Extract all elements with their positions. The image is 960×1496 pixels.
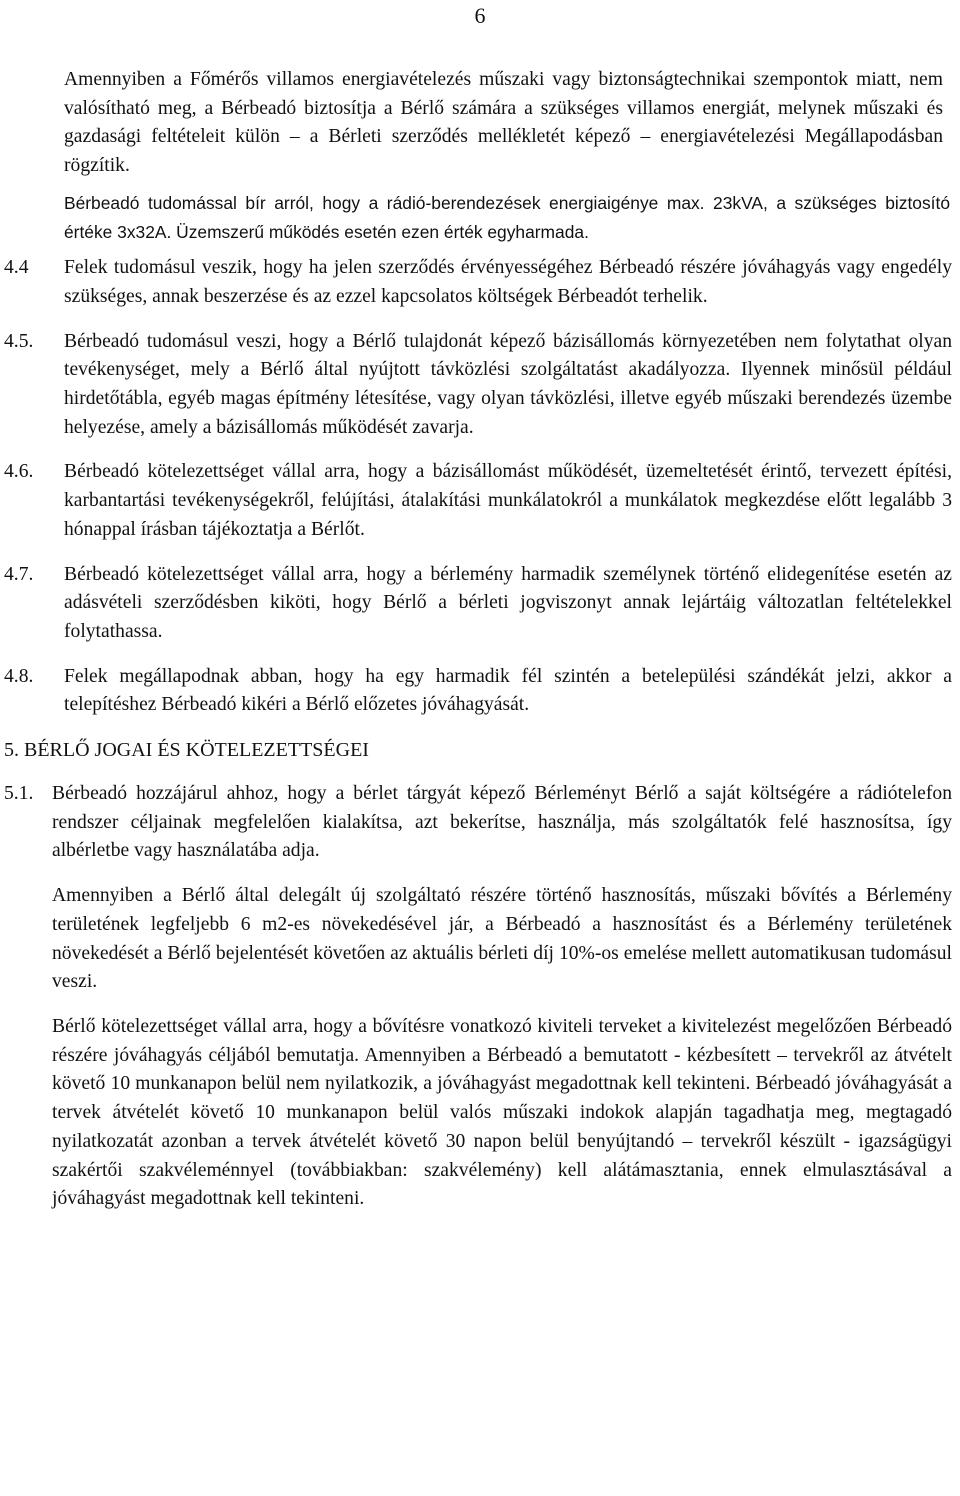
section-text: Bérbeadó hozzájárul ahhoz, hogy a bérlet tárgyát képező Bérleményt Bérlő a saját költségére a rádiótelefon rendszer céljainak megfelelően kialakítsa, azt bekerítse, használja, más szolgáltatók felé hasznosítsa, így albérletbe vagy használatába adja. (52, 783, 952, 862)
document-body (0, 66, 960, 1214)
section-4-4 (4, 254, 952, 311)
section-number: 4.6. (4, 461, 34, 483)
section-5-1-expansion-paragraph: Amennyiben a Bérlő által delegált új szolgáltató részére történő hasznosítás, műszaki bővítés a Bérlemény területének legfeljebb 6 m2-es növekedésével jár, a Bérbeadó a hasznosítást és a Bérlemény területének növekedését a Bérlő bejelentését követően az aktuális bérleti díj 10%-os emelése mellett automatikusan tudomásul veszi. (52, 885, 952, 993)
section-4-5 (4, 328, 952, 443)
section-text: Felek megállapodnak abban, hogy ha egy harmadik fél szintén a betelepülési szándékát jelzi, akkor a telepítéshez Bérbeadó kikéri a Bérlő előzetes jóváhagyását. (64, 665, 952, 716)
section-number: 4.5. (4, 330, 34, 352)
energy-note-paragraph: Bérbeadó tudomással bír arról, hogy a rádió-berendezések energiaigénye max. 23kVA, a szükséges biztosító értéke 3x32A. Üzemszerű működés esetén ezen érték egyharmada. (64, 192, 950, 242)
section-text: Bérbeadó kötelezettséget vállal arra, hogy a bázisállomást működését, üzemeltetését érintő, tervezett építési, karbantartási tevékenységekről, felújítási, átalakítási munkálatokról a munkálatok megkezdése előtt legalább 3 hónappal írásban tájékoztatja a Bérlőt. (64, 461, 952, 540)
page-number: 6 (474, 3, 486, 28)
section-number: 5.1. (4, 783, 34, 805)
section-5-1-approval-paragraph: Bérlő kötelezettséget vállal arra, hogy a bővítésre vonatkozó kiviteli terveket a kivitelezést megelőzően Bérbeadó részére jóváhagyás céljából bemutatja. Amennyiben a Bérbeadó a bemutatott - kézbesített – tervekről az átvételt követő 10 munkanapon belül nem nyilatkozik, a jóváhagyást megadottnak kell tekinteni. Bérbeadó jóváhagyását a tervek átvételét követő 10 munkanapon belül valós műszaki indokok alapján tagadhatja meg, megtagadó nyilatkozatát azonban a tervek átvételét követő 30 napon belül benyújtandó – tervekről készült - igazságügyi szakértői szakvéleménnyel (továbbiakban: szakvélemény) kell alátámasztania, ennek elmulasztásával a jóváhagyást megadottnak kell tekinteni. (52, 1015, 952, 1210)
section-number: 4.7. (4, 563, 34, 585)
section-4-7 (4, 561, 952, 647)
section-text: Bérbeadó tudomásul veszi, hogy a Bérlő tulajdonát képező bázisállomás környezetében nem folytathat olyan tevékenységet, mely a Bérlő által nyújtott távközlési szolgáltatást akadályozza. Ilyennek minősül például hirdetőtábla, egyéb magas építmény létesítése, vagy olyan távközlési, illetve egyéb műszaki berendezés üzembe helyezése, amely a bázisállomás működését zavarja. (64, 330, 952, 438)
intro-paragraph: Amennyiben a Főmérős villamos energiavételezés műszaki vagy biztonságtechnikai szempontok miatt, nem valósítható meg, a Bérbeadó biztosítja a Bérlő számára a szükséges villamos energiát, melynek műszaki és gazdasági feltételeit külön – a Bérleti szerződés mellékletét képező – energiavételezési Megállapodásban rögzítik. (64, 69, 943, 177)
section-4-8 (4, 663, 952, 720)
section-text: Felek tudomásul veszik, hogy ha jelen szerződés érvényességéhez Bérbeadó részére jóváhagyás vagy engedély szükséges, annak beszerzése és az ezzel kapcsolatos költségek Bérbeadót terhelik. (64, 257, 952, 307)
section-number: 4.8. (4, 665, 34, 687)
section-5-1 (4, 780, 952, 866)
section-5-heading: 5. BÉRLŐ JOGAI ÉS KÖTELEZETTSÉGEI (4, 739, 369, 762)
section-4-6 (4, 458, 952, 544)
section-text: Bérbeadó kötelezettséget vállal arra, hogy a bérlemény harmadik személynek történő elidegenítése esetén az adásvételi szerződésben kiköti, hogy Bérlő a bérleti jogviszonyt annak lejártáig változatlan feltételekkel folytathassa. (64, 563, 952, 642)
section-number: 4.4 (4, 257, 29, 279)
